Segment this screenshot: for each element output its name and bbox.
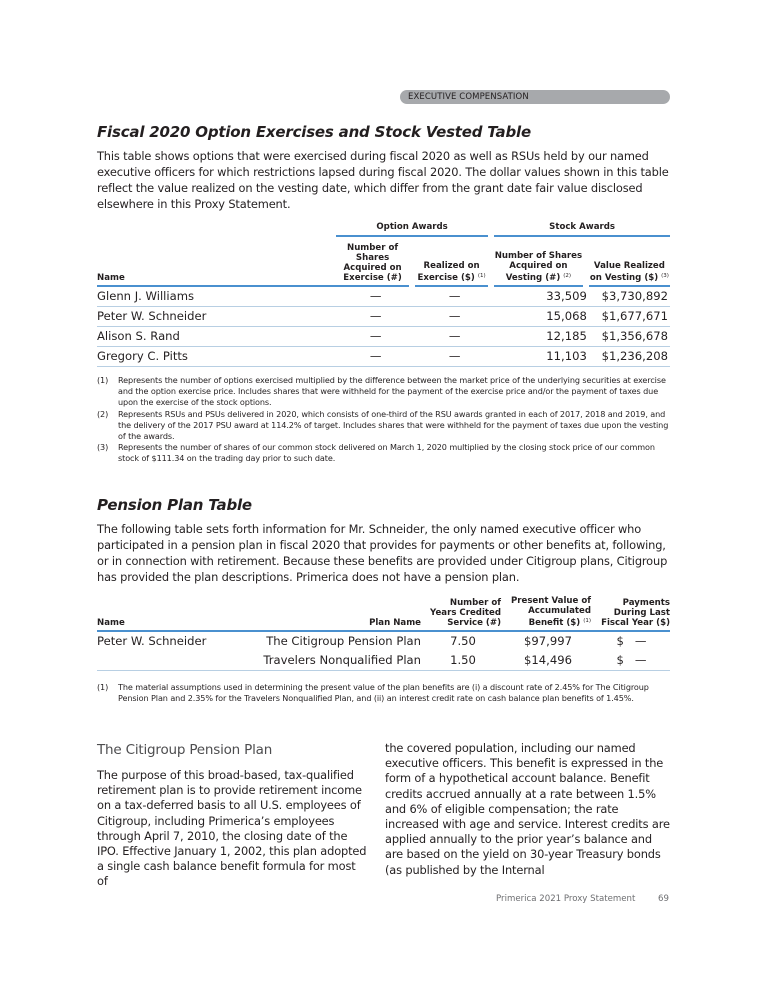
option-table-intro: This table shows options that were exercised during fiscal 2020 as well as RSUs held by our named executive officers for which restrictions lapsed during fiscal 2020. The dollar values shown in this table reflect the value realized on the vesting date, which differ from the grant date fair value disclosed elsewhere in this Proxy Statement.	[97, 149, 669, 211]
table-row	[97, 327, 670, 347]
row-shares-vesting: 33,509	[494, 287, 589, 307]
row-value-vesting: $3,730,892	[589, 287, 670, 307]
table-row	[97, 651, 670, 671]
pension-table-title: Pension Plan Table	[97, 496, 252, 514]
footer-publication: Primerica 2021 Proxy Statement	[496, 894, 636, 904]
footnote: (3) Represents the number of shares of our common stock delivered on March 1, 2020 multiplied by the closing stock price of our common stock of $111.34 on the trading day prior to such date.	[97, 442, 655, 464]
table-row	[97, 307, 670, 327]
col-header-present-value: Present Value of Accumulated Benefit ($) $^{(1)}$	[503, 596, 593, 632]
row-realized-exercise: —	[415, 287, 494, 307]
footnote: (1) The material assumptions used in determining the present value of the plan benefits are (i) a discount rate of 2.45% for The Citigroup Pension Plan and 2.35% for the Travelers Nonqualified Plan, and (ii) an interest credit rate on cash balance plan benefits of 1.45%.	[97, 682, 649, 704]
row-years: 7.50	[450, 634, 476, 648]
row-value-vesting: $1,677,671	[589, 307, 670, 327]
row-plan: The Citigroup Pension Plan	[266, 634, 421, 648]
option-table-footnotes	[97, 375, 670, 465]
option-table-title: Fiscal 2020 Option Exercises and Stock Vested Table	[97, 123, 531, 141]
col-header-name: Name	[97, 596, 247, 632]
row-shares-exercise: —	[336, 287, 415, 307]
row-realized-exercise: —	[415, 347, 494, 367]
col-header-value-vesting: Value Realized on Vesting ($) $^{(3)}$	[589, 243, 670, 287]
row-present-value: $97,997	[524, 634, 572, 648]
footnote: (2) Represents RSUs and PSUs delivered in 2020, which consists of one-third of the RSU awards granted in each of 2017, 2018 and 2019, and the delivery of the 2017 PSU award at 114.2% of target. Includes shares that were withheld for the payment of taxes due upon the vesting of the awards.	[97, 408, 669, 442]
row-realized-exercise: —	[415, 327, 494, 347]
row-name	[97, 651, 247, 671]
section-label: EXECUTIVE COMPENSATION	[400, 90, 670, 104]
row-shares-exercise: —	[336, 347, 415, 367]
footnote: (1) Represents the number of options exercised multiplied by the difference between the market price of the underlying securities at exercise and the option exercise price. Includes shares that were withheld for the payment of the exercise price and/or the payment of taxes due upon the exercise of the stock options.	[97, 375, 666, 408]
col-header-name: Name	[97, 243, 336, 287]
row-shares-exercise: —	[336, 327, 415, 347]
row-realized-exercise: —	[415, 307, 494, 327]
table-row	[97, 287, 670, 307]
row-value-vesting: $1,236,208	[589, 347, 670, 367]
row-value-vesting: $1,356,678	[589, 327, 670, 347]
pension-table-intro: The following table sets forth information for Mr. Schneider, the only named executive officer who participated in a pension plan in fiscal 2020 that provides for payments or other benefits at, following, or in connection with retirement. Because these benefits are provided under Citigroup plans, Citigroup has provided the plan descriptions. Primerica does not have a pension plan.	[97, 522, 668, 584]
col-header-years-credited: Number of Years Credited Service (#)	[423, 596, 503, 632]
option-exercises-table	[97, 222, 670, 367]
pension-table-footnotes	[97, 682, 670, 704]
row-payment: $ —	[616, 634, 647, 648]
row-present-value: $14,496	[503, 651, 593, 671]
row-shares-vesting: 11,103	[494, 347, 589, 367]
group-header-stock-awards: Stock Awards	[494, 222, 670, 237]
page-number: 69	[658, 894, 669, 904]
row-payment: $ —	[593, 651, 670, 671]
pension-plan-table	[97, 596, 670, 671]
row-plan: Travelers Nonqualified Plan	[247, 651, 423, 671]
row-shares-vesting: 15,068	[494, 307, 589, 327]
col-header-payments: Payments During Last Fiscal Year ($)	[593, 596, 670, 632]
col-header-shares-exercise: Number of Shares Acquired on Exercise (#)	[336, 243, 409, 287]
citigroup-plan-text-col1: The purpose of this broad-based, tax-qualified retirement plan is to provide retirement income on a tax-deferred basis to all U.S. employees of Citigroup, including Primerica’s employees through April 7, 2010, the closing date of the IPO. Effective January 1, 2002, this plan adopted a single cash balance benefit formula for most of	[97, 768, 367, 889]
row-name: Glenn J. Williams	[97, 287, 336, 307]
col-header-plan-name: Plan Name	[247, 596, 423, 632]
col-header-shares-vesting: Number of Shares Acquired on Vesting (#) $^{(2)}$	[494, 243, 582, 287]
table-row	[97, 347, 670, 367]
row-years: 1.50	[423, 651, 503, 671]
row-name: Peter W. Schneider	[97, 634, 207, 648]
row-name: Gregory C. Pitts	[97, 347, 336, 367]
row-name: Peter W. Schneider	[97, 307, 336, 327]
col-header-realized-exercise: Realized on Exercise ($) $^{(1)}$	[415, 243, 488, 287]
row-shares-exercise: —	[336, 307, 415, 327]
table-row	[97, 632, 670, 651]
group-header-option-awards: Option Awards	[336, 222, 488, 237]
row-shares-vesting: 12,185	[494, 327, 589, 347]
row-name: Alison S. Rand	[97, 327, 336, 347]
citigroup-plan-text-col2: the covered population, including our named executive officers. This benefit is expressed in the form of a hypothetical account balance. Benefit credits accrued annually at a rate between 1.5% and 6% of eligible compensation; the rate increased with age and service. Interest credits are applied annually to the prior year’s balance and are based on the yield on 30-year Treasury bonds (as published by the Internal	[385, 741, 670, 877]
citigroup-plan-heading: The Citigroup Pension Plan	[97, 742, 273, 758]
